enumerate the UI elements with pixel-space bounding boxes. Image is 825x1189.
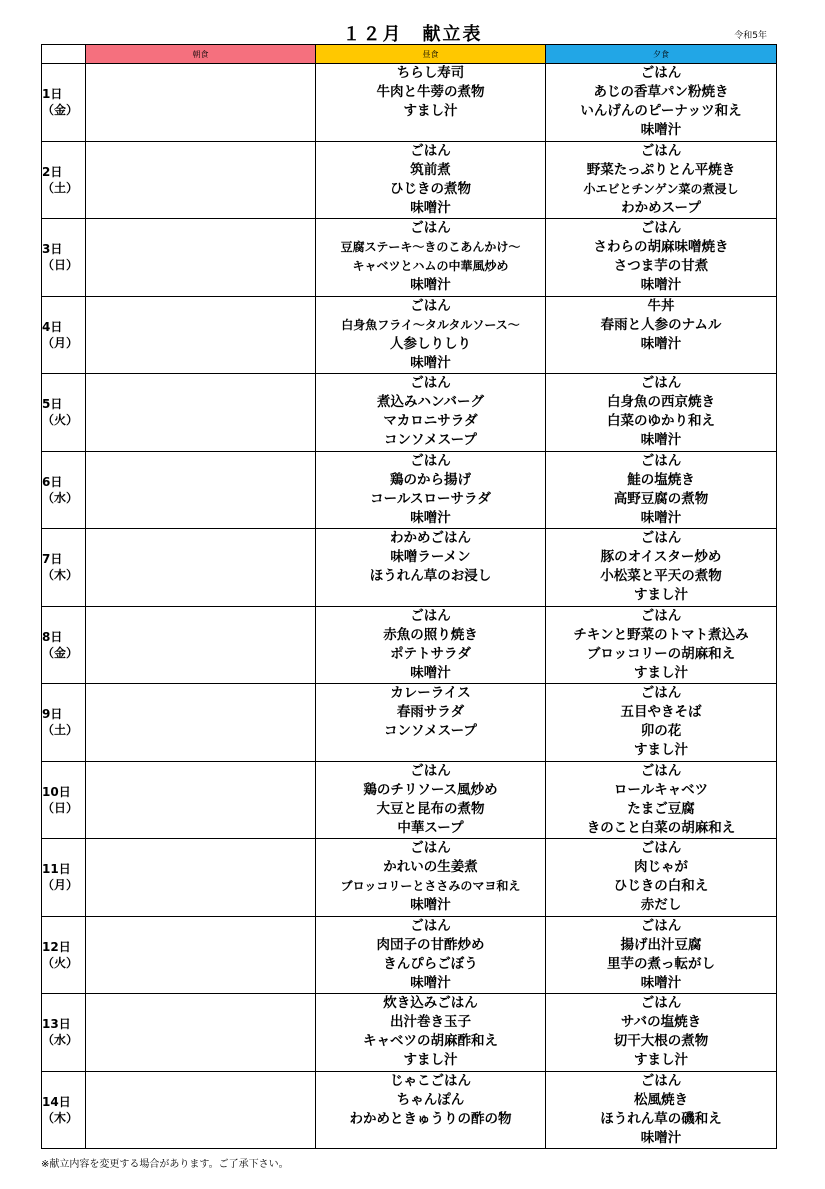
dinner-dish: 松風焼き (634, 1091, 688, 1108)
day-date: 10日 (42, 784, 71, 799)
day-weekday: （木） (42, 1110, 79, 1125)
dinner-dish: ごはん (640, 1072, 682, 1089)
dinner-cell (546, 606, 777, 684)
lunch-dish: 味噌汁 (410, 664, 451, 681)
day-date: 8日 (42, 629, 63, 644)
lunch-dish: すまし汁 (403, 1052, 458, 1068)
dinner-cell (546, 219, 777, 297)
lunch-dish: 人参しりしり (390, 335, 471, 352)
day-row (42, 219, 777, 297)
lunch-cell (316, 606, 546, 684)
lunch-dish: コールスローサラダ (370, 490, 491, 507)
lunch-dish: 味噌汁 (410, 974, 451, 991)
dinner-dish: ひじきの白和え (613, 878, 709, 894)
dinner-dish: 赤だし (640, 897, 682, 913)
day-date: 3日 (42, 242, 63, 257)
dinner-dish: 揚げ出汁豆腐 (620, 936, 702, 953)
dinner-dish: ロールキャベツ (613, 781, 709, 798)
day-cell (42, 219, 86, 297)
lunch-dish: ちゃんぽん (396, 1091, 465, 1108)
dinner-dish: きのこと白菜の胡麻和え (586, 819, 736, 836)
day-row (42, 1071, 777, 1149)
breakfast-cell (86, 916, 316, 994)
lunch-cell (316, 1071, 546, 1149)
lunch-dish: コンソメスープ (384, 723, 477, 739)
dinner-dish: 味噌汁 (640, 974, 682, 991)
day-row (42, 451, 777, 529)
lunch-dish: 味噌汁 (410, 199, 451, 216)
lunch-dish: ごはん (410, 840, 451, 856)
dinner-dish: ブロッコリーの胡麻和え (586, 645, 736, 662)
day-row (42, 141, 777, 219)
dinner-dish: ほうれん草の磯和え (600, 1110, 722, 1127)
dinner-dish: ごはん (640, 530, 682, 546)
day-cell (42, 839, 86, 917)
day-weekday: （土） (42, 180, 79, 195)
lunch-dish: ブロッコリーとささみのマヨ和え (340, 879, 521, 893)
dinner-dish: 卯の花 (640, 723, 682, 739)
day-row (42, 374, 777, 452)
dinner-dish: ごはん (640, 685, 682, 701)
dinner-dish: 小エビとチンゲン菜の煮浸し (583, 181, 739, 196)
day-row (42, 761, 777, 839)
lunch-dish: 筑前煮 (410, 161, 451, 178)
dinner-dish: 五目やきそば (620, 704, 702, 720)
lunch-dish: 鶏のから揚げ (390, 471, 471, 488)
dinner-dish: 鮭の塩焼き (627, 471, 695, 488)
lunch-dish: 味噌汁 (410, 509, 451, 526)
lunch-cell (316, 141, 546, 219)
lunch-cell (316, 374, 546, 452)
day-row (42, 296, 777, 374)
lunch-dish: 豆腐ステーキ～きのこあんかけ～ (340, 240, 521, 254)
dinner-dish: 味噌汁 (640, 335, 682, 352)
dinner-dish: いんげんのピーナッツ和え (580, 103, 742, 119)
breakfast-cell (86, 451, 316, 529)
day-date: 11日 (42, 862, 71, 877)
dinner-dish: 里芋の煮っ転がし (607, 955, 715, 972)
dinner-dish: あじの香草パン粉焼き (593, 84, 729, 100)
dinner-dish: ごはん (640, 65, 682, 81)
dinner-dish: 肉じゃが (634, 859, 688, 875)
dinner-cell (546, 994, 777, 1072)
day-weekday: （火） (42, 413, 79, 428)
lunch-dish: 味噌ラーメン (390, 549, 471, 565)
dinner-dish: ごはん (640, 762, 682, 779)
lunch-dish: かれいの生姜煮 (383, 859, 478, 875)
day-weekday: （日） (42, 800, 79, 815)
dinner-dish: 味噌汁 (640, 432, 682, 448)
lunch-dish: 牛肉と牛蒡の煮物 (376, 84, 485, 100)
dinner-cell (546, 451, 777, 529)
lunch-dish: キャベツの胡麻酢和え (363, 1033, 498, 1049)
lunch-dish: カレーライス (390, 685, 471, 701)
dinner-dish: 白身魚の西京焼き (607, 394, 715, 410)
page-title: １２月 献立表 (342, 24, 483, 45)
dinner-cell (546, 141, 777, 219)
day-row (42, 916, 777, 994)
lunch-dish: ごはん (410, 297, 451, 314)
breakfast-cell (86, 994, 316, 1072)
lunch-dish: 白身魚フライ～タルタルソース～ (341, 317, 520, 332)
lunch-dish: 鶏のチリソース風炒め (363, 781, 498, 798)
dinner-dish: 高野豆腐の煮物 (613, 490, 709, 507)
day-date: 7日 (42, 552, 63, 567)
dinner-dish: 切干大根の煮物 (613, 1033, 709, 1049)
day-cell (42, 606, 86, 684)
header-breakfast: 朝食 (86, 45, 316, 64)
menu-body (42, 64, 777, 1149)
dinner-dish: サバの塩焼き (620, 1014, 702, 1030)
dinner-dish: チキンと野菜のトマト煮込み (573, 626, 749, 643)
day-weekday: （日） (42, 258, 79, 273)
dinner-dish: すまし汁 (634, 664, 688, 681)
day-weekday: （木） (42, 568, 79, 583)
day-date: 6日 (42, 474, 63, 489)
lunch-dish: 煮込みハンバーグ (376, 394, 485, 410)
day-weekday: （土） (42, 723, 79, 738)
dinner-dish: ごはん (640, 995, 682, 1011)
dinner-dish: 牛丼 (647, 297, 675, 314)
lunch-dish: ごはん (410, 220, 451, 236)
breakfast-cell (86, 1071, 316, 1149)
dinner-cell (546, 839, 777, 917)
lunch-dish: わかめごはん (390, 530, 471, 546)
day-row (42, 994, 777, 1072)
dinner-dish: 白菜のゆかり和え (607, 413, 715, 429)
breakfast-cell (86, 296, 316, 374)
dinner-dish: 野菜たっぷりとん平焼き (586, 161, 736, 178)
lunch-dish: ほうれん草のお浸し (369, 568, 492, 584)
breakfast-cell (86, 606, 316, 684)
dinner-dish: わかめスープ (621, 199, 701, 216)
day-date: 5日 (42, 397, 63, 412)
lunch-cell (316, 839, 546, 917)
lunch-cell (316, 219, 546, 297)
day-weekday: （水） (42, 1033, 79, 1048)
footnote: ※献立内容を変更する場合があります。ご了承下さい。 (41, 1159, 289, 1170)
day-date: 1日 (42, 87, 63, 102)
lunch-dish: ごはん (410, 762, 451, 779)
dinner-dish: 味噌汁 (640, 277, 682, 293)
dinner-dish: たまご豆腐 (627, 800, 695, 817)
dinner-cell (546, 684, 777, 762)
dinner-dish: さわらの胡麻味噌焼き (593, 239, 729, 255)
dinner-dish: 味噌汁 (640, 509, 682, 526)
era-label: 令和5年 (734, 31, 767, 41)
day-date: 13日 (42, 1017, 71, 1032)
day-cell (42, 296, 86, 374)
day-cell (42, 529, 86, 607)
dinner-cell (546, 296, 777, 374)
day-row (42, 684, 777, 762)
breakfast-cell (86, 529, 316, 607)
day-row (42, 606, 777, 684)
breakfast-cell (86, 219, 316, 297)
dinner-dish: すまし汁 (634, 1052, 688, 1068)
day-cell (42, 684, 86, 762)
lunch-dish: マカロニサラダ (383, 413, 478, 429)
lunch-dish: すまし汁 (403, 103, 458, 119)
day-row (42, 529, 777, 607)
dinner-dish: さつま芋の甘煮 (613, 258, 709, 274)
day-date: 12日 (42, 939, 71, 954)
lunch-cell (316, 684, 546, 762)
dinner-dish: 味噌汁 (640, 122, 682, 138)
lunch-dish: ごはん (410, 452, 451, 469)
breakfast-cell (86, 839, 316, 917)
dinner-dish: ごはん (640, 917, 682, 934)
day-weekday: （火） (42, 955, 79, 970)
day-cell (42, 761, 86, 839)
lunch-dish: ポテトサラダ (390, 645, 471, 662)
dinner-dish: ごはん (640, 452, 682, 469)
day-cell (42, 451, 86, 529)
dinner-dish: ごはん (640, 220, 682, 236)
lunch-dish: 赤魚の照り焼き (383, 626, 478, 643)
day-cell (42, 64, 86, 142)
lunch-dish: コンソメスープ (384, 432, 477, 448)
dinner-dish: すまし汁 (634, 587, 688, 603)
day-weekday: （月） (42, 878, 79, 893)
lunch-cell (316, 451, 546, 529)
lunch-dish: キャベツとハムの中華風炒め (352, 259, 509, 273)
day-row (42, 64, 777, 142)
lunch-dish: きんぴらごぼう (383, 955, 478, 972)
lunch-dish: 大豆と昆布の煮物 (376, 800, 485, 817)
dinner-dish: ごはん (640, 607, 682, 624)
lunch-dish: 味噌汁 (410, 354, 451, 371)
lunch-dish: ひじきの煮物 (390, 180, 471, 197)
breakfast-cell (86, 64, 316, 142)
day-date: 4日 (42, 319, 63, 334)
dinner-dish: 豚のオイスター炒め (600, 549, 722, 565)
lunch-dish: 炊き込みごはん (383, 995, 478, 1011)
dinner-dish: ごはん (640, 375, 682, 391)
day-date: 9日 (42, 707, 63, 722)
dinner-dish: 小松菜と平天の煮物 (600, 568, 722, 584)
lunch-cell (316, 529, 546, 607)
dinner-cell (546, 761, 777, 839)
dinner-dish: すまし汁 (634, 742, 688, 758)
day-cell (42, 141, 86, 219)
dinner-cell (546, 1071, 777, 1149)
dinner-dish: 味噌汁 (640, 1129, 682, 1146)
dinner-cell (546, 64, 777, 142)
dinner-dish: ごはん (640, 142, 682, 159)
day-cell (42, 994, 86, 1072)
lunch-dish: 味噌汁 (410, 277, 451, 293)
lunch-dish: ごはん (410, 917, 451, 934)
lunch-dish: ちらし寿司 (396, 65, 465, 81)
lunch-cell (316, 761, 546, 839)
header-dinner: 夕食 (546, 45, 777, 64)
dinner-dish: ごはん (640, 840, 682, 856)
day-date: 14日 (42, 1094, 71, 1109)
day-cell (42, 916, 86, 994)
menu-table (41, 44, 777, 1149)
day-weekday: （水） (42, 490, 79, 505)
lunch-cell (316, 916, 546, 994)
lunch-cell (316, 64, 546, 142)
lunch-dish: 出汁巻き玉子 (390, 1014, 471, 1030)
lunch-cell (316, 296, 546, 374)
breakfast-cell (86, 761, 316, 839)
breakfast-cell (86, 141, 316, 219)
day-cell (42, 374, 86, 452)
day-cell (42, 1071, 86, 1149)
breakfast-cell (86, 684, 316, 762)
lunch-cell (316, 994, 546, 1072)
day-weekday: （月） (42, 335, 79, 350)
breakfast-cell (86, 374, 316, 452)
lunch-dish: わかめときゅうりの酢の物 (349, 1110, 512, 1127)
day-date: 2日 (42, 164, 63, 179)
dinner-cell (546, 916, 777, 994)
day-row (42, 839, 777, 917)
dinner-cell (546, 374, 777, 452)
header-corner (42, 45, 86, 64)
lunch-dish: ごはん (410, 375, 451, 391)
lunch-dish: ごはん (410, 142, 451, 159)
lunch-dish: じゃこごはん (390, 1072, 471, 1089)
lunch-dish: 味噌汁 (410, 897, 451, 913)
header-lunch: 昼食 (316, 45, 546, 64)
lunch-dish: 肉団子の甘酢炒め (376, 936, 485, 953)
lunch-dish: 春雨サラダ (396, 704, 465, 720)
dinner-dish: 春雨と人参のナムル (600, 316, 722, 333)
dinner-cell (546, 529, 777, 607)
day-weekday: （金） (42, 103, 79, 118)
lunch-dish: ごはん (410, 607, 451, 624)
day-weekday: （金） (42, 645, 79, 660)
lunch-dish: 中華スープ (397, 819, 464, 836)
